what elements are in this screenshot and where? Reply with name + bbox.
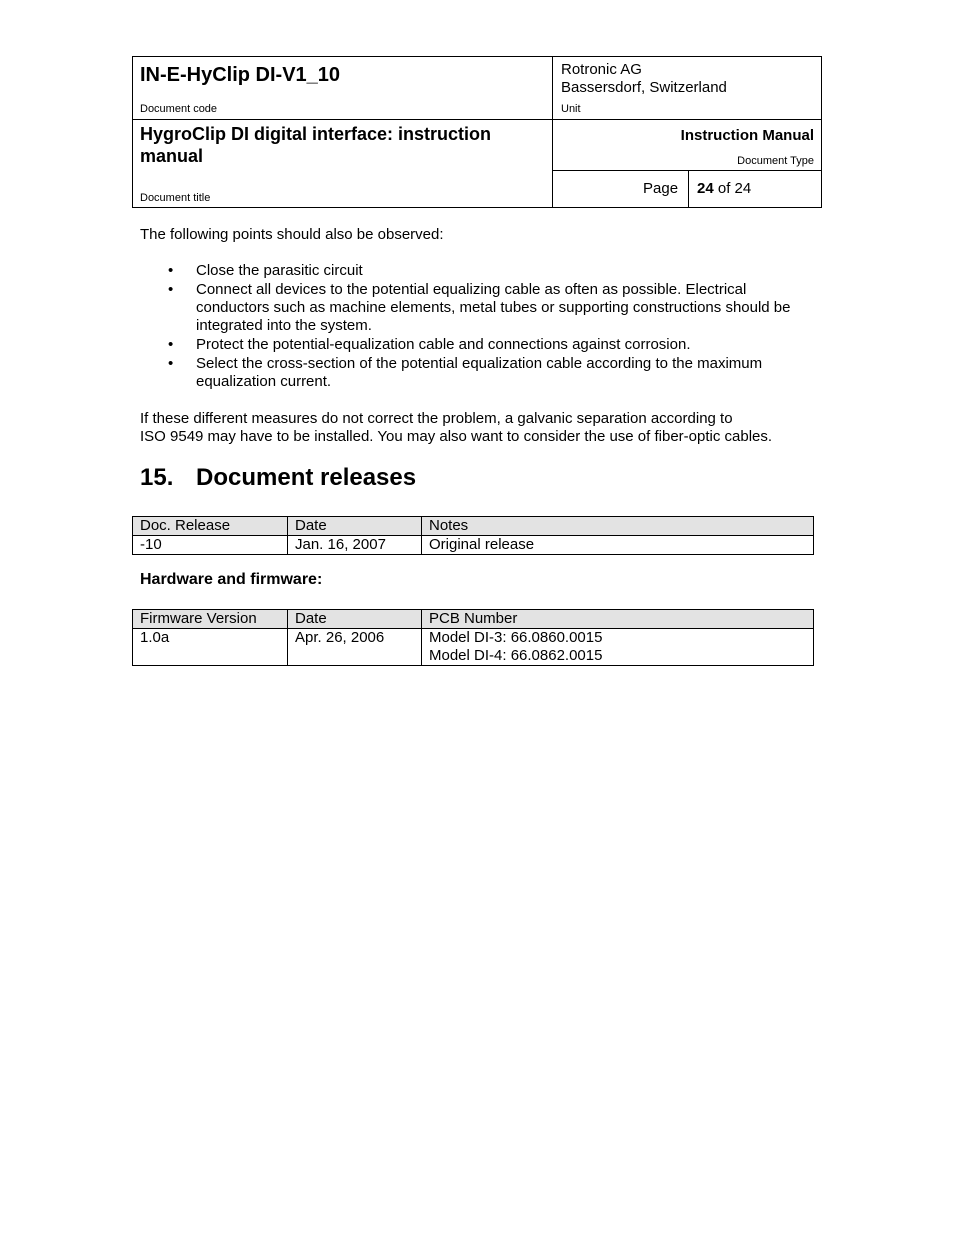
table-header-cell: Notes [422,517,814,536]
bullet-list [140,262,810,392]
document-type-label: Document Type [737,155,814,167]
firmware-table [132,609,814,666]
page-number [697,180,751,197]
list-item: • Protect the potential-equalization cable and connections against corrosion. [168,336,691,353]
hardware-heading: Hardware and firmware: [140,571,323,588]
closing-paragraph-line1: If these different measures do not correct the problem, a galvanic separation according to [140,410,733,427]
company-location: Bassersdorf, Switzerland [561,79,727,96]
bullet-icon: • [168,262,174,279]
table-cell: Jan. 16, 2007 [288,536,422,555]
pcb-number: Model DI-4: 66.0862.0015 [429,647,603,664]
table-cell [422,629,814,666]
unit-label: Unit [561,103,581,115]
section-title: Document releases [196,464,417,491]
bullet-icon: • [168,336,174,353]
document-type: Instruction Manual [680,127,814,144]
table-header-cell: Doc. Release [133,517,288,536]
table-cell: 1.0a [133,629,288,666]
table-cell: Original release [422,536,814,555]
table-cell: Apr. 26, 2006 [288,629,422,666]
bullet-icon: • [168,281,174,298]
intro-paragraph: The following points should also be observed: [140,226,444,243]
company-name: Rotronic AG [561,61,642,78]
table-header-cell: Date [288,517,422,536]
releases-table [132,516,814,555]
bullet-icon: • [168,355,174,372]
document-code-label: Document code [140,103,218,115]
header-divider [132,119,822,120]
pcb-number: Model DI-3: 66.0860.0015 [429,629,603,646]
table-cell: -10 [133,536,288,555]
table-header-row [133,517,814,536]
section-heading [140,464,416,492]
header-divider [688,171,689,208]
page-label: Page [643,180,679,197]
table-row [133,629,814,666]
list-item: • Select the cross-section of the potential equalization cable according to the maximum equalization current. [168,355,763,390]
table-header-cell: Date [288,610,422,629]
page-total: of 24 [717,180,752,197]
table-row [133,536,814,555]
list-item: • Close the parasitic circuit [168,262,363,279]
header-divider [552,56,553,208]
table-header-cell: Firmware Version [133,610,288,629]
page-current: 24 [697,180,714,197]
table-header-cell: PCB Number [422,610,814,629]
document-title: HygroClip DI digital interface: instruction manual [140,124,492,166]
document-title-label: Document title [140,192,211,204]
list-item: • Connect all devices to the potential equalizing cable as often as possible. Electrical conductors such as machine elements, metal tubes or supporting constructions should be integrated into the system. [168,281,791,334]
company-info [561,61,727,97]
document-code: IN-E-HyClip DI-V1_10 [140,64,341,86]
closing-paragraph-line2: ISO 9549 may have to be installed. You may also want to consider the use of fiber-optic cables. [140,428,773,445]
table-header-row [133,610,814,629]
section-number: 15. [140,464,174,491]
